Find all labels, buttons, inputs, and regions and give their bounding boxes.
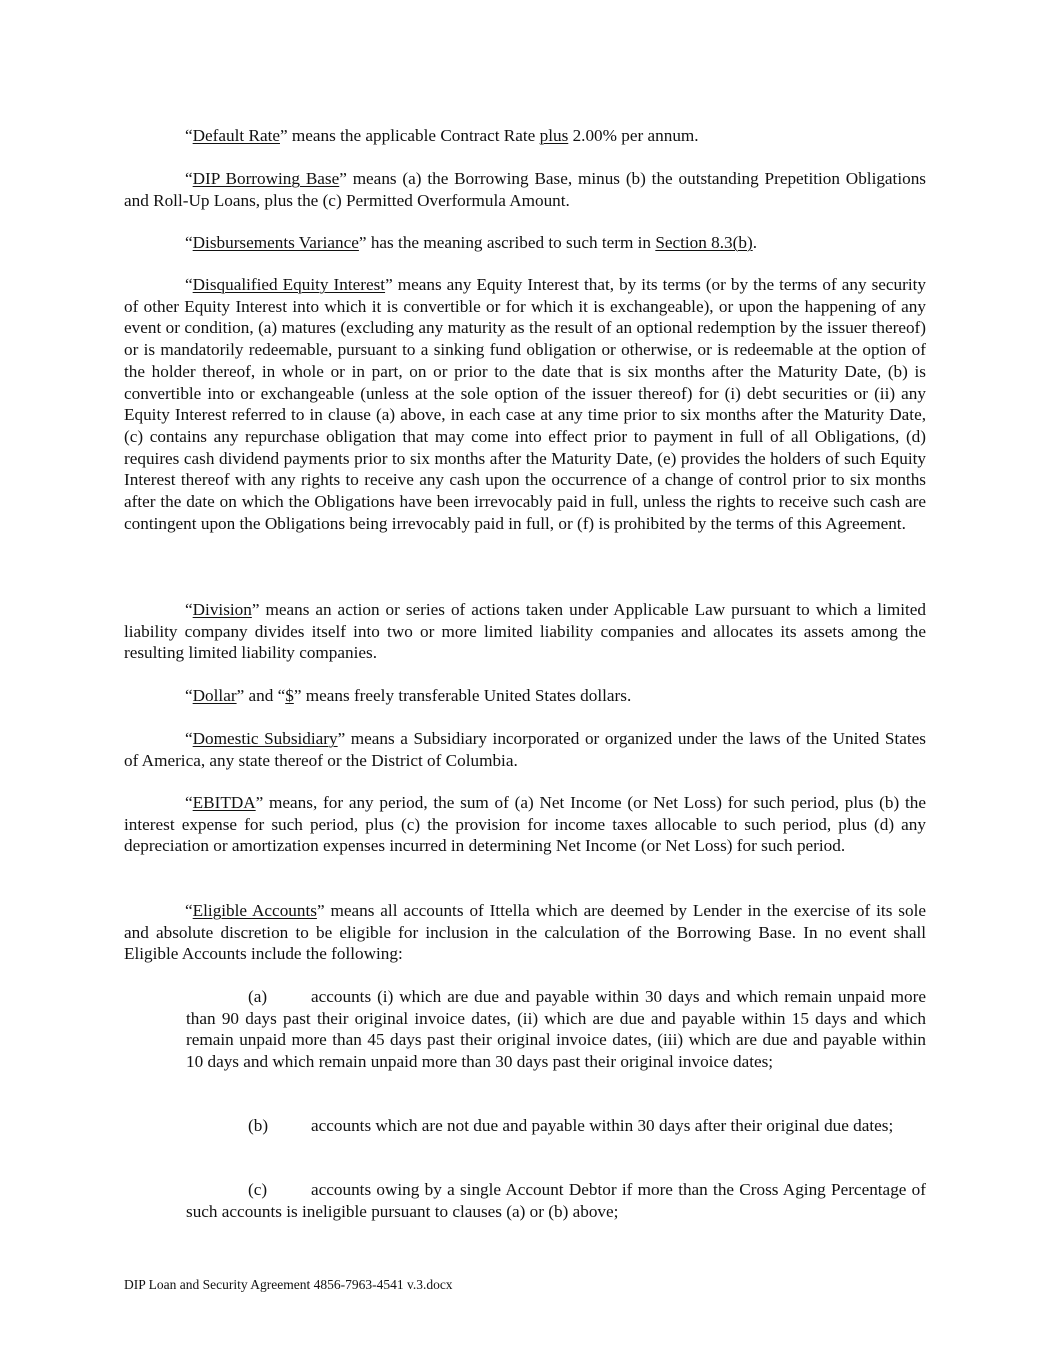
definition-eligible-accounts: “Eligible Accounts” means all accounts of Ittella which are deemed by Lender in the exercise of its sole and absolute discretion to be eligible for inclusion in the calculation of the Borrowing Base. In no event shall Eligible Accounts include the following: xyxy=(124,901,926,964)
defined-term: Disbursements Variance xyxy=(192,233,359,252)
defined-term: DIP Borrowing Base xyxy=(192,169,340,188)
defined-term: EBITDA xyxy=(192,793,256,812)
clause-c: (c) accounts owing by a single Account Debtor if more than the Cross Aging Percentage of such accounts is ineligible pursuant to clauses (a) or (b) above; xyxy=(186,1180,926,1221)
emphasis-plus: plus xyxy=(539,126,569,145)
defined-term: Default Rate xyxy=(192,126,280,145)
definition-dip-borrowing-base: “DIP Borrowing Base” means (a) the Borrowing Base, minus (b) the outstanding Prepetition Obligations and Roll-Up Loans, plus the (c) Permitted Overformula Amount. xyxy=(124,169,926,210)
clause-label: (a) xyxy=(248,987,268,1006)
defined-term: Dollar xyxy=(192,686,237,705)
definition-default-rate: “Default Rate” means the applicable Contract Rate plus 2.00% per annum. xyxy=(185,126,699,145)
defined-term: Domestic Subsidiary xyxy=(192,729,338,748)
defined-term: Eligible Accounts xyxy=(192,901,317,920)
section-reference: Section 8.3(b) xyxy=(655,233,753,252)
definition-domestic-subsidiary: “Domestic Subsidiary” means a Subsidiary incorporated or organized under the laws of the United States of America, any state thereof or the District of Columbia. xyxy=(124,729,926,770)
clause-label: (c) xyxy=(248,1180,268,1199)
definition-division: “Division” means an action or series of actions taken under Applicable Law pursuant to which a limited liability company divides itself into two or more limited liability companies and allocates its assets among the resulting limited liability companies. xyxy=(124,600,926,663)
definition-ebitda: “EBITDA” means, for any period, the sum of (a) Net Income (or Net Loss) for such period, plus (b) the interest expense for such period, plus (c) the provision for income taxes allocable to such period, plus (d) any depreciation or amortization expenses incurred in determining Net Income (or Net Loss) for such period. xyxy=(124,793,926,856)
definition-dollar: “Dollar” and “$” means freely transferable United States dollars. xyxy=(185,686,632,705)
defined-term: Division xyxy=(192,600,252,619)
defined-term: Disqualified Equity Interest xyxy=(192,275,386,294)
definition-disbursements-variance: “Disbursements Variance” has the meaning ascribed to such term in Section 8.3(b). xyxy=(185,233,757,252)
clause-a: (a) accounts (i) which are due and payable within 30 days and which remain unpaid more than 90 days past their original invoice dates, (ii) which are due and payable within 15 days and which remain unpaid more than 45 days past their original invoice dates, (iii) which are due and payable within 10 days and which remain unpaid more than 30 days past their original invoice dates; xyxy=(186,987,926,1072)
defined-term: $ xyxy=(285,686,294,705)
clause-label: (b) xyxy=(248,1116,269,1135)
clause-b: (b) accounts which are not due and payable within 30 days after their original due dates; xyxy=(248,1116,894,1135)
page-footer: DIP Loan and Security Agreement 4856-7963-4541 v.3.docx xyxy=(124,1277,453,1292)
definition-disqualified-equity-interest: “Disqualified Equity Interest” means any Equity Interest that, by its terms (or by the terms of any security of other Equity Interest into which it is convertible or for which it is exchangeable), or upon the happening of any event or condition, (a) matures (excluding any maturity as the result of an optional redemption by the issuer thereof) or is mandatorily redeemable, pursuant to a sinking fund obligation or otherwise, or is redeemable at the option of the holder thereof, in whole or in part, on or prior to the date that is six months after the Maturity Date, (b) is convertible into or exchangeable (unless at the sole option of the issuer thereof) for (i) debt securities or (ii) any Equity Interest referred to in clause (a) above, in each case at any time prior to six months after the Maturity Date, (c) contains any repurchase obligation that may come into effect prior to payment in full of all Obligations, (d) requires cash dividend payments prior to six months after the Maturity Date, (e) provides the holders of such Equity Interest thereof with any rights to receive any cash upon the occurrence of a change of control prior to six months after the date on which the Obligations have been irrevocably paid in full, unless the rights to receive such cash are contingent upon the Obligations being irrevocably paid in full, or (f) is prohibited by the terms of this Agreement. xyxy=(124,275,926,533)
